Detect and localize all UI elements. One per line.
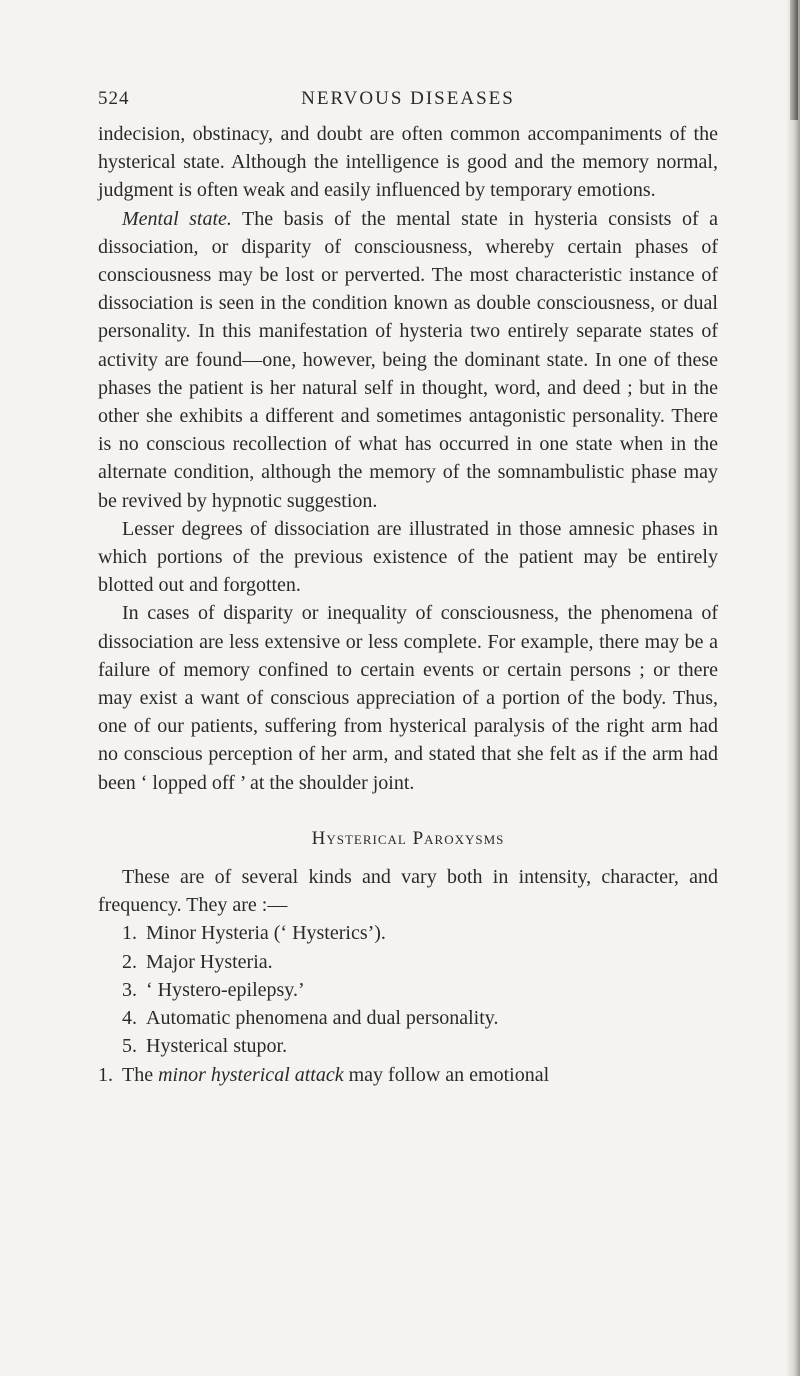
paroxysm-list bbox=[98, 919, 718, 1060]
final-pre: The bbox=[122, 1063, 159, 1086]
list-text: Minor Hysteria (‘ Hysterics’). bbox=[146, 922, 386, 945]
list-item bbox=[98, 1004, 718, 1032]
list-text: Hysterical stupor. bbox=[146, 1035, 288, 1058]
final-line bbox=[98, 1061, 718, 1089]
page-edge-dark bbox=[790, 0, 798, 120]
list-number: 1. bbox=[122, 922, 137, 945]
list-number: 3. bbox=[122, 978, 137, 1001]
list-item bbox=[98, 1032, 718, 1060]
final-number: 1. bbox=[98, 1063, 113, 1086]
list-text: Major Hysteria. bbox=[146, 950, 273, 973]
list-text: ‘ Hystero-epilepsy.’ bbox=[146, 978, 305, 1001]
running-header bbox=[98, 88, 718, 114]
final-emphasis: minor hysterical attack bbox=[158, 1063, 344, 1086]
paragraph-mental-state bbox=[98, 205, 718, 515]
list-text: Automatic phenomena and dual personality. bbox=[146, 1007, 499, 1030]
list-item bbox=[98, 948, 718, 976]
page-body bbox=[98, 120, 718, 1089]
section-intro: These are of several kinds and vary both in intensity, character, and frequency. They are :— bbox=[98, 866, 718, 917]
list-item bbox=[98, 976, 718, 1004]
paragraph-lesser-degrees: Lesser degrees of dissociation are illustrated in those amnesic phases in which portions of the previous existence of the patient may be entirely blotted out and forgotten. bbox=[98, 517, 718, 597]
page-number: 524 bbox=[98, 88, 130, 109]
list-number: 4. bbox=[122, 1007, 137, 1030]
section-heading: Hysterical Paroxysms bbox=[311, 827, 505, 849]
list-item bbox=[98, 919, 718, 947]
list-number: 2. bbox=[122, 950, 137, 973]
list-number: 5. bbox=[122, 1035, 137, 1058]
paragraph-1: indecision, obstinacy, and doubt are often common accompaniments of the hysterical state. Although the intelligence is good and the memory normal, judgment is often weak and easily influenced by temporary emotions. bbox=[98, 123, 718, 202]
running-title: NERVOUS DISEASES bbox=[301, 88, 515, 109]
book-page bbox=[98, 88, 718, 1089]
final-post: may follow an emotional bbox=[343, 1063, 550, 1086]
page-edge-shadow bbox=[786, 0, 800, 1376]
paragraph-lead: Mental state. bbox=[122, 207, 232, 230]
paragraph-disparity: In cases of disparity or inequality of consciousness, the phenomena of dissociation are less extensive or less complete. For example, there may be a failure of memory confined to certain events or certain persons ; or there may exist a want of conscious appreciation of a portion of the body. Thus, one of our patients, suffering from hysterical paralysis of the right arm had no conscious perception of her arm, and stated that she felt as if the arm had been ‘ lopped off ’ at the shoulder joint. bbox=[98, 602, 718, 794]
paragraph-text: The basis of the mental state in hysteria consists of a dissociation, or disparity of consciousness, whereby certain phases of consciousness may be lost or perverted. The most characteristic instance of dissociation is seen in the condition known as double consciousness, or dual personality. In this manifestation of hysteria two entirely separate states of activity are found—one, however, being the dominant state. In one of these phases the patient is her natural self in thought, word, and deed ; but in the other she exhibits a different and sometimes antagonistic personality. There is no conscious recollection of what has occurred in one state when in the alternate condition, although the memory of the somnambulistic phase may be revived by hypnotic suggestion. bbox=[98, 207, 718, 512]
